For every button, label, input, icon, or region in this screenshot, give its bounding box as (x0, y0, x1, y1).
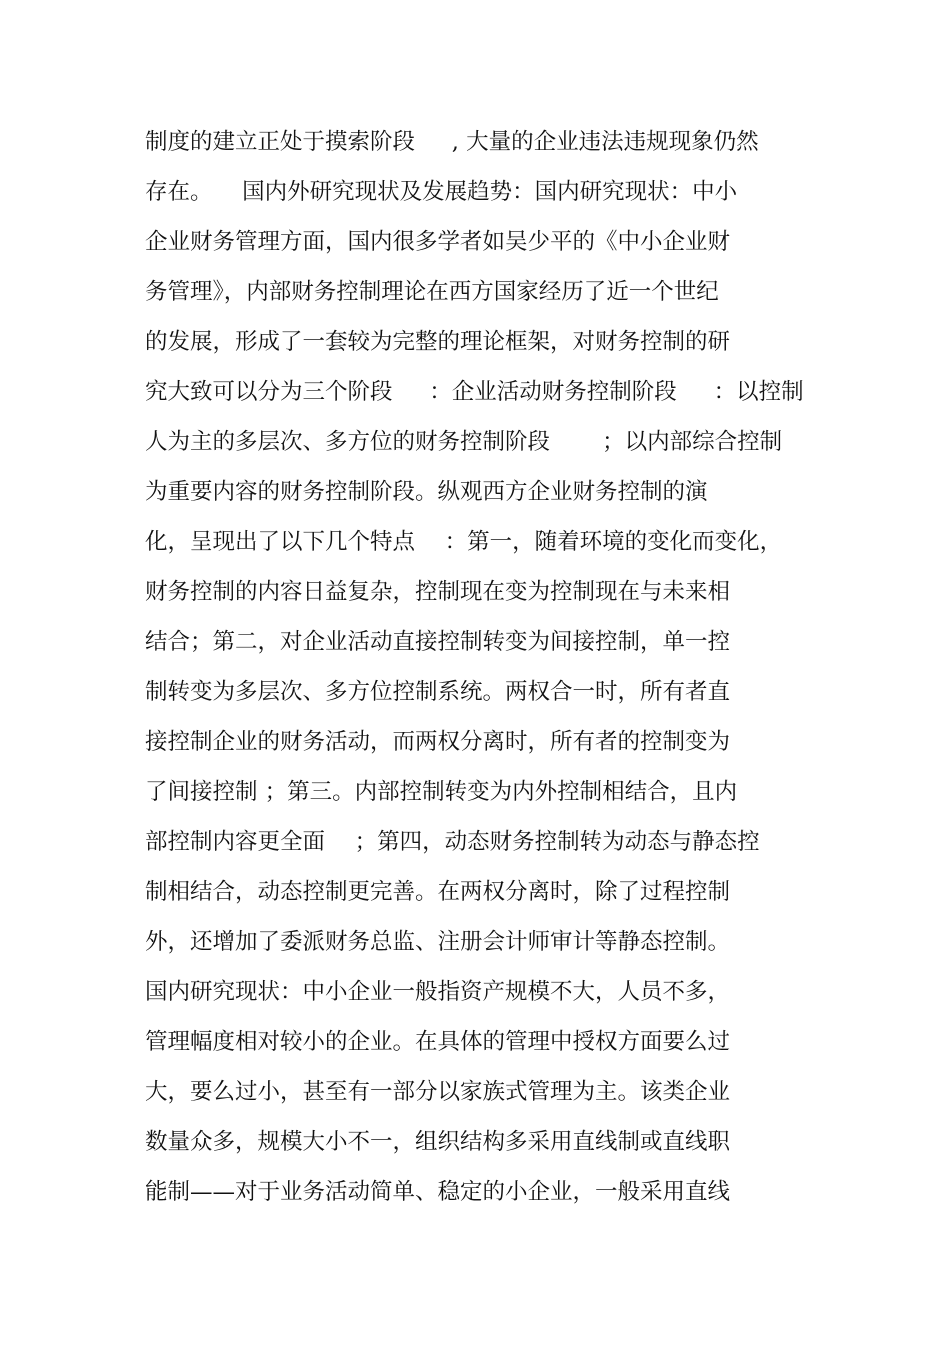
text-line: 务管理》，内部财务控制理论在西方国家经历了近一个世纪 (145, 279, 719, 305)
text-line: 大，要么过小，甚至有一部分以家族式管理为主。该类企业 (145, 1079, 731, 1105)
text-line: 存在。 国内外研究现状及发展趋势：国内研究现状：中小 (145, 179, 738, 205)
text-line: 了间接控制 ；第三。内部控制转变为内外控制相结合，且内 (145, 779, 738, 805)
text-line: 制相结合，动态控制更完善。在两权分离时，除了过程控制 (145, 879, 731, 905)
text-line: 的发展，形成了一套较为完整的理论框架，对财务控制的研 (145, 329, 731, 355)
text-line: 能制——对于业务活动简单、稳定的小企业，一般采用直线 (145, 1179, 731, 1205)
text-line: 制度的建立正处于摸索阶段 , 大量的企业违法违规现象仍然 (145, 129, 759, 155)
text-line: 财务控制的内容日益复杂，控制现在变为控制现在与未来相 (145, 579, 731, 605)
text-line: 管理幅度相对较小的企业。在具体的管理中授权方面要么过 (145, 1029, 731, 1055)
text-line: 国内研究现状：中小企业一般指资产规模不大，人员不多， (145, 979, 731, 1005)
text-line: 数量众多，规模大小不一，组织结构多采用直线制或直线职 (145, 1129, 731, 1155)
text-line: 接控制企业的财务活动，而两权分离时，所有者的控制变为 (145, 729, 731, 755)
text-line: 制转变为多层次、多方位控制系统。两权合一时，所有者直 (145, 679, 731, 705)
text-line: 为重要内容的财务控制阶段。纵观西方企业财务控制的演 (145, 479, 708, 505)
text-line: 究大致可以分为三个阶段 ：企业活动财务控制阶段 ：以控制 (145, 379, 804, 405)
text-line: 结合；第二，对企业活动直接控制转变为间接控制，单一控 (145, 629, 731, 655)
text-line: 化，呈现出了以下几个特点 ：第一，随着环境的变化而变化， (145, 529, 783, 555)
text-line: 外，还增加了委派财务总监、注册会计师审计等静态控制。 (145, 929, 731, 955)
text-line: 人为主的多层次、多方位的财务控制阶段 ；以内部综合控制 (145, 429, 783, 455)
text-line: 部控制内容更全面 ；第四，动态财务控制转为动态与静态控 (145, 829, 760, 855)
text-line: 企业财务管理方面，国内很多学者如吴少平的《中小企业财 (145, 229, 731, 255)
